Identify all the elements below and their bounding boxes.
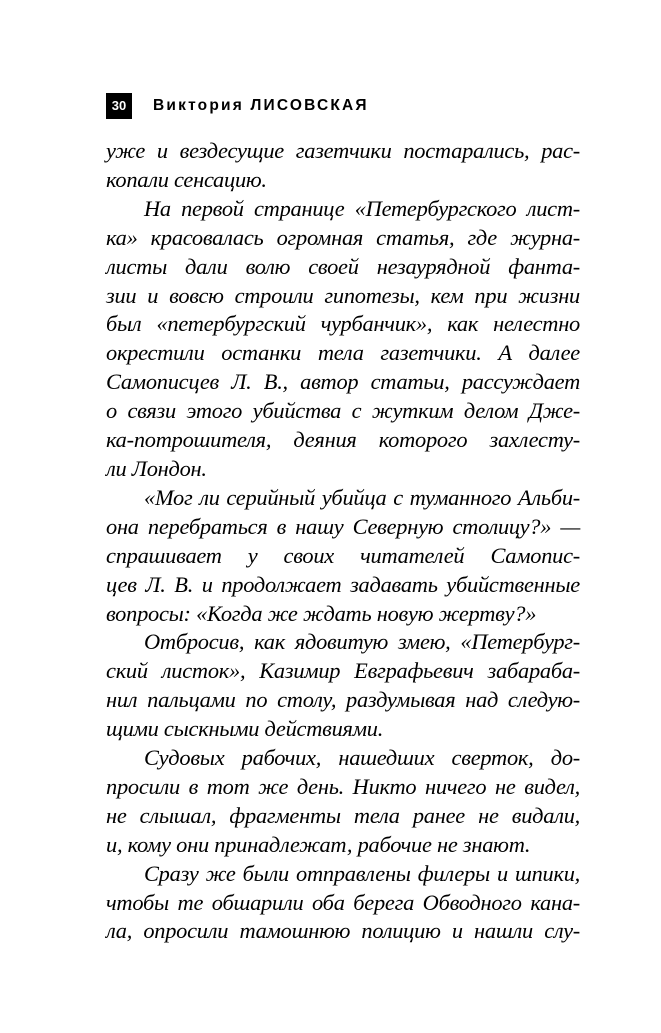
paragraph (106, 195, 580, 484)
text-line: листы дали волю своей незаурядной фанта- (106, 253, 580, 279)
paragraph (106, 744, 580, 860)
text-line: просили в тот же день. Никто ничего не видел, (106, 773, 580, 799)
text-line: она перебраться в нашу Северную столицу?» — (106, 513, 580, 539)
paragraph (106, 484, 580, 629)
text-line: копали сенсацию. (106, 166, 267, 192)
text-line: щими сыскными действиями. (106, 716, 384, 742)
text-line: уже и вездесущие газетчики постарались, рас- (106, 138, 580, 163)
text-line: ка-потрошителя, деяния которого захлесту- (106, 427, 580, 453)
text-line: спрашивает у своих читателей Самопис- (106, 542, 580, 568)
text-line: ский листок», Казимир Евграфьевич забараба- (106, 658, 580, 684)
text-line: На первой странице «Петербургского лист- (144, 195, 580, 221)
text-line: о связи этого убийства с жутким делом Дже- (106, 398, 580, 424)
text-line: ли Лондон. (106, 455, 207, 481)
body-text (106, 137, 580, 946)
text-line: и, кому они принадлежат, рабочие не знают. (106, 831, 531, 857)
paragraph (106, 628, 580, 744)
text-line: Отбросив, как ядовитую змею, «Петербург- (144, 629, 580, 655)
text-line: окрестили останки тела газетчики. А далее (106, 340, 580, 366)
text-line: вопросы: «Когда же ждать новую жертву?» (106, 600, 537, 626)
running-head (106, 93, 369, 119)
text-line: цев Л. В. и продолжает задавать убийственные (106, 571, 580, 597)
text-line: ла, опросили тамошнюю полицию и нашли слу- (106, 918, 580, 944)
text-line: Сразу же были отправлены филеры и шпики, (144, 860, 580, 886)
text-line: Судовых рабочих, нашедших сверток, до- (144, 745, 580, 771)
text-line: зии и вовсю строили гипотезы, кем при жизни (106, 282, 580, 308)
text-line: нил пальцами по столу, раздумывая над следую- (106, 687, 580, 713)
text-line: не слышал, фрагменты тела ранее не видали, (106, 802, 580, 828)
running-title: Виктория ЛИСОВСКАЯ (153, 97, 369, 114)
text-line: ка» красовалась огромная статья, где журна- (106, 224, 580, 250)
page-number: 30 (106, 93, 132, 119)
text-line: чтобы те обшарили оба берега Обводного кана- (106, 889, 580, 915)
text-line: «Мог ли серийный убийца с туманного Альби- (144, 484, 580, 510)
paragraph (106, 137, 580, 195)
text-line: был «петербургский чурбанчик», как нелестно (106, 311, 580, 337)
text-line: Самописцев Л. В., автор статьи, рассуждает (106, 369, 580, 395)
paragraph (106, 860, 580, 947)
